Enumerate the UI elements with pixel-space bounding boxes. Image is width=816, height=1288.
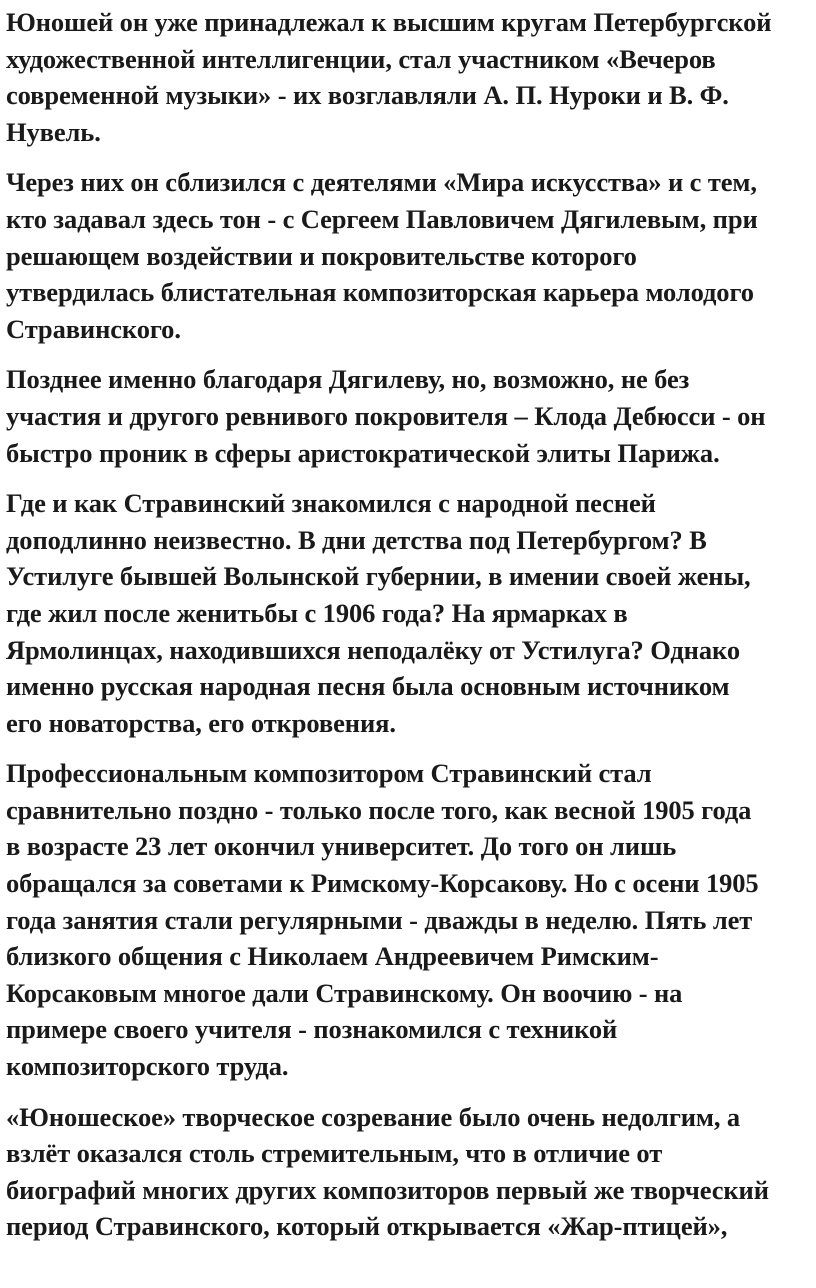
text-line: его новаторства, его откровения. (6, 707, 396, 738)
text-line: Устилуге бывшей Волынской губернии, в имении своей жены, (6, 561, 751, 592)
paragraph-6 (6, 1099, 814, 1245)
text-line: Через них он сблизился с деятелями «Мира искусства» и с тем, (6, 167, 757, 198)
text-line: композиторского труда. (6, 1051, 289, 1082)
text-line: период Стравинского, который открывается «Жар-птицей», (6, 1211, 728, 1242)
paragraph-2 (6, 164, 814, 347)
text-line: обращался за советами к Римскому-Корсакову. Но с осени 1905 (6, 868, 759, 899)
text-line: «Юношеское» творческое созревание было очень недолгим, а (6, 1101, 741, 1132)
text-line: кто задавал здесь тон - с Сергеем Павловичем Дягилевым, при (6, 203, 758, 234)
text-line: где жил после женитьбы с 1906 года? На ярмарках в (6, 597, 628, 628)
text-line: Ярмолинцах, находившихся неподалёку от Устилуга? Однако (6, 634, 740, 665)
text-line: именно русская народная песня была основным источником (6, 671, 730, 702)
text-line: в возрасте 23 лет окончил университет. До того он лишь (6, 831, 677, 862)
text-line: сравнительно поздно - только после того, как весной 1905 года (6, 794, 752, 825)
text-line: Нувель. (6, 116, 101, 147)
text-line: художественной интеллигенции, стал участником «Вечеров (6, 43, 716, 74)
text-line: решающем воздействии и покровительстве которого (6, 240, 637, 271)
text-line: Профессиональным композитором Стравинский стал (6, 758, 652, 789)
text-line: доподлинно неизвестно. В дни детства под Петербургом? В (6, 524, 707, 555)
text-line: современной музыки» - их возглавляли А. П. Нуроки и В. Ф. (6, 80, 729, 111)
document-body (6, 0, 814, 1259)
text-line: взлёт оказался столь стремительным, что в отличие от (6, 1138, 663, 1169)
text-line: биографий многих других композиторов первый же творческий (6, 1174, 769, 1205)
paragraph-1 (6, 4, 814, 150)
text-line: Корсаковым многое дали Стравинскому. Он воочию - на (6, 977, 683, 1008)
text-line: близкого общения с Николаем Андреевичем Римским- (6, 941, 659, 972)
text-line: утвердилась блистательная композиторская карьера молодого (6, 277, 754, 308)
paragraph-5 (6, 755, 814, 1084)
text-line: Юношей он уже принадлежал к высшим кругам Петербургской (6, 7, 772, 37)
text-line: Стравинского. (6, 313, 181, 344)
text-line: участия и другого ревнивого покровителя – Клода Дебюсси - он (6, 400, 766, 431)
text-line: Где и как Стравинский знакомился с народной песней (6, 488, 656, 519)
paragraph-4 (6, 485, 814, 741)
text-line: Позднее именно благодаря Дягилеву, но, возможно, не без (6, 364, 690, 395)
text-line: быстро проник в сферы аристократической элиты Парижа. (6, 437, 720, 468)
paragraph-3 (6, 361, 814, 471)
text-line: примере своего учителя - познакомился с техникой (6, 1014, 618, 1045)
text-line: года занятия стали регулярными - дважды в неделю. Пять лет (6, 904, 753, 935)
